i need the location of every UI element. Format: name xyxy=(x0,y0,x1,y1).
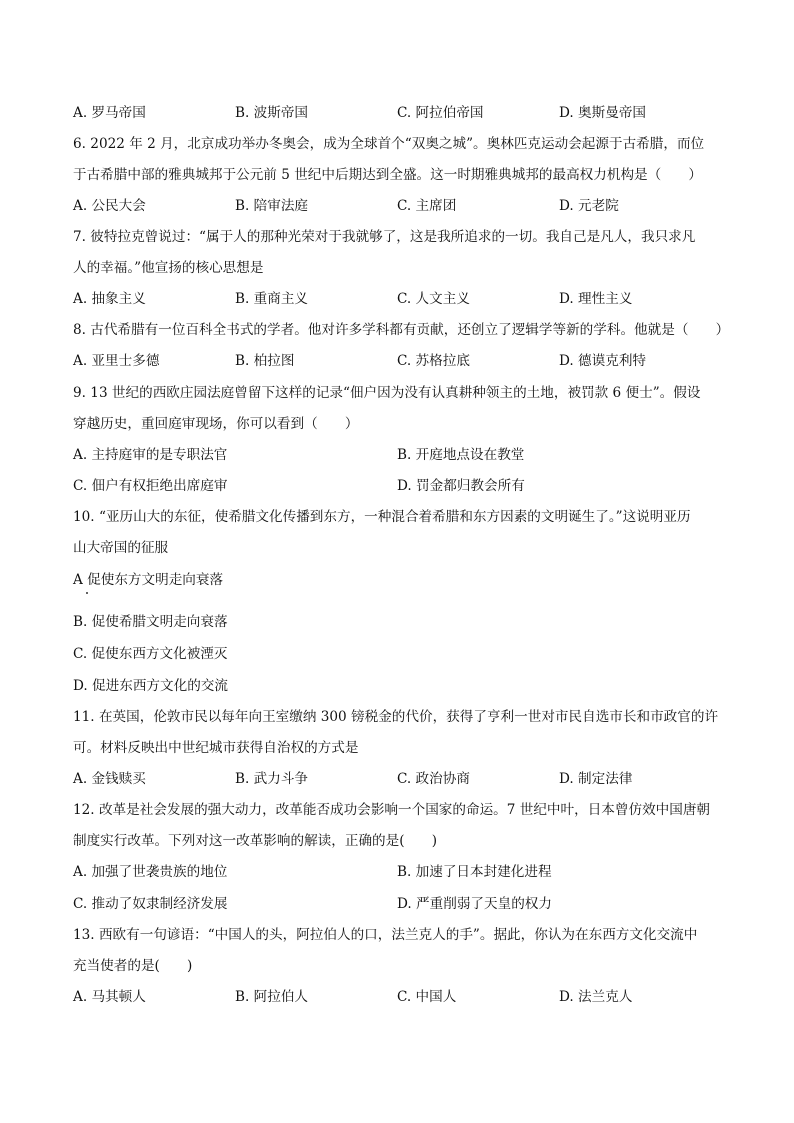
q12-option-d: D. 严重削弱了天皇的权力 xyxy=(397,896,552,912)
q10-option-c: C. 促使东西方文化被湮灭 xyxy=(73,646,228,662)
q13-stem-line-2: 充当使者的是( ) xyxy=(73,958,193,974)
q11-option-b: B. 武力斗争 xyxy=(235,771,309,787)
q6-option-a: A. 公民大会 xyxy=(73,198,146,214)
q7-option-d: D. 理性主义 xyxy=(559,291,633,307)
q13-option-c: C. 中国人 xyxy=(397,989,457,1005)
q11-option-a: A. 金钱赎买 xyxy=(73,771,146,787)
q6-option-b: B. 陪审法庭 xyxy=(235,198,309,214)
q5-option-a: A. 罗马帝国 xyxy=(73,105,146,121)
q10-option-b: B. 促使希腊文明走向衰落 xyxy=(73,614,228,630)
q7-option-b: B. 重商主义 xyxy=(235,291,309,307)
q13-stem-line-1: 13. 西欧有一句谚语：“中国人的头，阿拉伯人的口，法兰克人的手”。据此，你认为在东西方文化交流中 xyxy=(73,927,698,943)
q8-stem-line-1: 8. 古代希腊有一位百科全书式的学者。他对许多学科都有贡献，还创立了逻辑学等新的学科。他就是（ ） xyxy=(73,322,730,338)
q12-stem-line-1: 12. 改革是社会发展的强大动力，改革能否成功会影响一个国家的命运。7 世纪中叶，日本曾仿效中国唐朝 xyxy=(73,802,711,818)
q11-stem-line-1: 11. 在英国，伦敦市民以每年向王室缴纳 300 镑税金的代价，获得了亨利一世对市民自选市长和市政官的许 xyxy=(73,709,719,725)
q8-option-d: D. 德谟克利特 xyxy=(559,353,647,369)
q11-stem-line-2: 可。材料反映出中世纪城市获得自治权的方式是 xyxy=(73,740,359,756)
q7-option-c: C. 人文主义 xyxy=(397,291,470,307)
q5-option-c: C. 阿拉伯帝国 xyxy=(397,105,484,121)
q9-option-c: C. 佃户有权拒绝出席庭审 xyxy=(73,478,228,494)
q12-option-a: A. 加强了世袭贵族的地位 xyxy=(73,864,228,880)
q12-stem-line-2: 制度实行改革。下列对这一改革影响的解读，正确的是( ) xyxy=(73,833,438,849)
q13-option-a: A. 马其顿人 xyxy=(73,989,146,1005)
q12-option-c: C. 推动了奴隶制经济发展 xyxy=(73,896,228,912)
q7-stem-line-2: 人的幸福。”他宣扬的核心思想是 xyxy=(73,260,264,276)
q9-option-a: A. 主持庭审的是专职法官 xyxy=(73,447,228,463)
q8-option-b: B. 柏拉图 xyxy=(235,353,295,369)
q6-stem-line-1: 6. 2022 年 2 月，北京成功举办冬奥会，成为全球首个“双奥之城”。奥林匹克运动会起源于古希腊，而位 xyxy=(73,136,705,152)
q13-option-d: D. 法兰克人 xyxy=(559,989,633,1005)
q10-stem-line-2: 山大帝国的征服 xyxy=(73,540,169,556)
q12-option-b: B. 加速了日本封建化进程 xyxy=(397,864,552,880)
q9-option-d: D. 罚金都归教会所有 xyxy=(397,478,525,494)
q9-stem-line-1: 9. 13 世纪的西欧庄园法庭曾留下这样的记录“佃户因为没有认真耕种领主的土地，被罚款 6 便士”。假设 xyxy=(73,385,701,401)
q5-option-b: B. 波斯帝国 xyxy=(235,105,309,121)
q9-stem-line-2: 穿越历史，重回庭审现场，你可以看到（ ） xyxy=(73,416,359,432)
q10-option-d: D. 促进东西方文化的交流 xyxy=(73,678,228,694)
q9-option-b: B. 开庭地点设在教堂 xyxy=(397,447,525,463)
q6-option-d: D. 元老院 xyxy=(559,198,619,214)
q7-stem-line-1: 7. 彼特拉克曾说过：“属于人的那种光荣对于我就够了，这是我所追求的一切。我自己是凡人，我只求凡 xyxy=(73,229,696,245)
q11-option-d: D. 制定法律 xyxy=(559,771,633,787)
q10-stem-line-1: 10. “亚历山大的东征，使希腊文化传播到东方，一种混合着希腊和东方因素的文明诞生了。”这说明亚历 xyxy=(73,509,691,525)
q10-option-a: A 促使东方文明走向衰落 xyxy=(73,572,224,588)
q7-option-a: A. 抽象主义 xyxy=(73,291,146,307)
q13-option-b: B. 阿拉伯人 xyxy=(235,989,309,1005)
q8-option-a: A. 亚里士多德 xyxy=(73,353,160,369)
q5-option-d: D. 奥斯曼帝国 xyxy=(559,105,647,121)
stray-dot xyxy=(86,592,88,594)
q11-option-c: C. 政治协商 xyxy=(397,771,470,787)
q6-option-c: C. 主席团 xyxy=(397,198,457,214)
q6-stem-line-2: 于古希腊中部的雅典城邦于公元前 5 世纪中后期达到全盛。这一时期雅典城邦的最高权力机构是（ ） xyxy=(73,167,703,183)
q8-option-c: C. 苏格拉底 xyxy=(397,353,470,369)
